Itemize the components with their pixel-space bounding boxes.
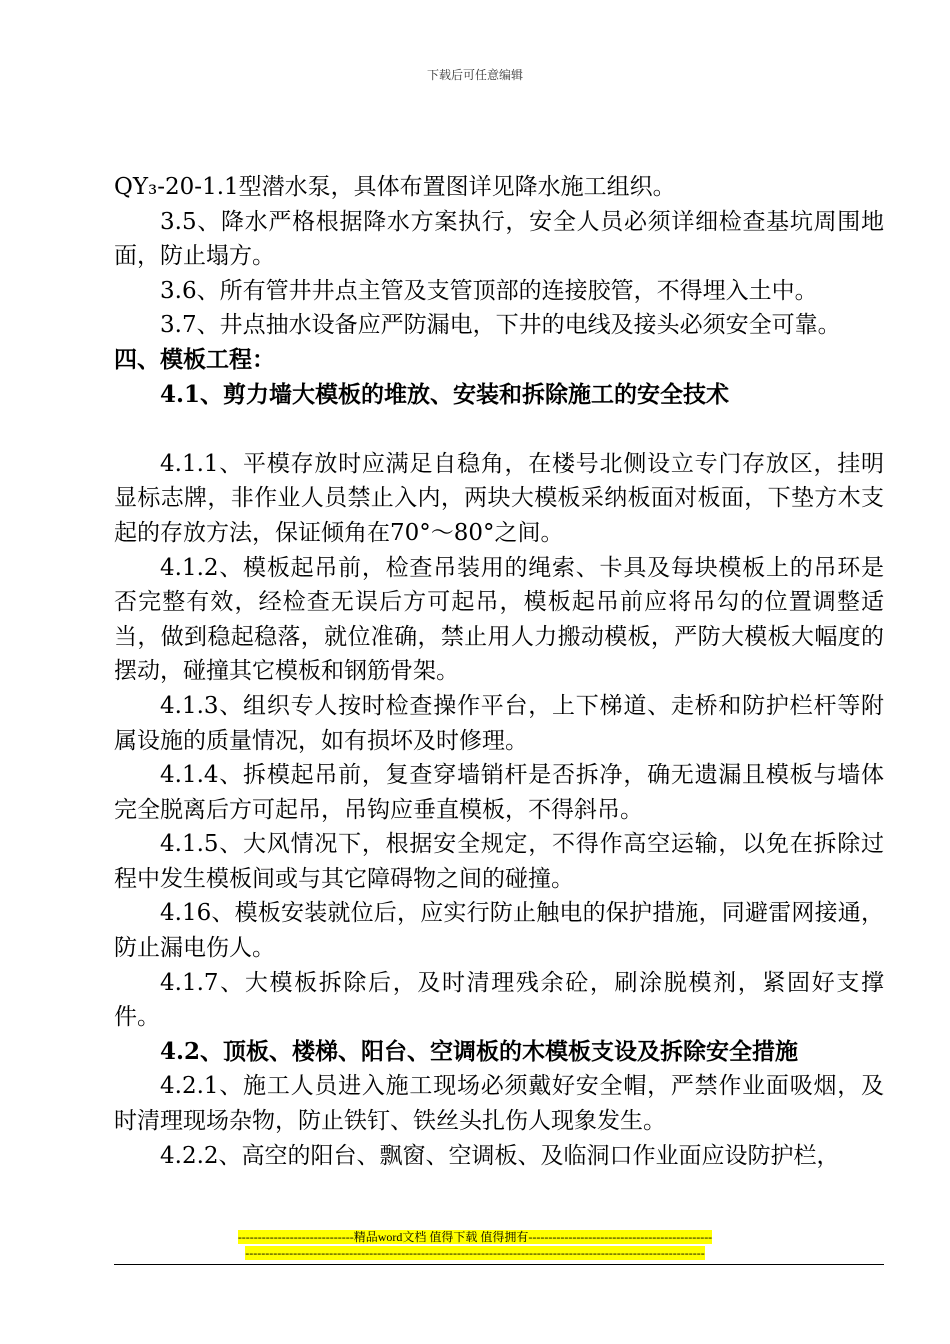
footer-dashes-text: ------------------------------------------------------------------------------------------------------------------- (245, 1246, 705, 1260)
footer-rule (114, 1264, 884, 1265)
footer-banner-text: -----------------------------精品word文档 值得下载 值得拥有---------------------------------------------- (237, 1230, 713, 1244)
blank-line (114, 412, 884, 447)
subsection-heading: 4.2、顶板、楼梯、阳台、空调板的木模板支设及拆除安全措施 (160, 1037, 799, 1065)
footer-banner (0, 1230, 950, 1245)
paragraph: 4.2.1、施工人员进入施工现场必须戴好安全帽，严禁作业面吸烟，及时清理现场杂物，防止铁钉、铁丝头扎伤人现象发生。 (114, 1073, 884, 1135)
paragraph: 4.2.2、高空的阳台、飘窗、空调板、及临洞口作业面应设防护栏， (160, 1142, 840, 1169)
paragraph: 3.6、所有管井井点主管及支管顶部的连接胶管，不得埋入土中。 (160, 277, 818, 304)
paragraph: 3.5、降水严格根据降水方案执行，安全人员必须详细检查基坑周围地面，防止塌方。 (114, 208, 884, 270)
page-header: 下载后可任意编辑 (426, 68, 523, 82)
paragraph: 4.1.2、模板起吊前，检查吊装用的绳索、卡具及每块模板上的吊环是否完整有效，经检查无误后方可起吊，模板起吊前应将吊勾的位置调整适当，做到稳起稳落，就位准确，禁止用人力搬动模板，严防大模板大幅度的摆动，碰撞其它模板和钢筋骨架。 (114, 554, 884, 685)
footer-dashes (0, 1246, 950, 1261)
paragraph: 4.1.3、组织专人按时检查操作平台，上下梯道、走桥和防护栏杆等附属设施的质量情况，如有损坏及时修理。 (114, 692, 884, 754)
paragraph: 4.1.1、平模存放时应满足自稳角，在楼号北侧设立专门存放区，挂明显标志牌，非作业人员禁止入内，两块大模板采纳板面对板面，下垫方木支起的存放方法，保证倾角在70°～80°之间。 (114, 450, 884, 546)
paragraph: 4.16、模板安装就位后，应实行防止触电的保护措施，同避雷网接通，防止漏电伤人。 (114, 900, 884, 962)
paragraph: QY₃-20-1.1型潜水泵，具体布置图详见降水施工组织。 (114, 174, 676, 200)
paragraph: 4.1.7、大模板拆除后，及时清理残余砼，刷涂脱模剂，紧固好支撑件。 (114, 969, 884, 1031)
document-body (114, 170, 884, 1173)
paragraph: 4.1.5、大风情况下，根据安全规定，不得作高空运输，以免在拆除过程中发生模板间或与其它障碍物之间的碰撞。 (114, 831, 884, 892)
subsection-heading: 4.1、剪力墙大模板的堆放、安装和拆除施工的安全技术 (160, 380, 730, 408)
paragraph: 4.1.4、拆模起吊前，复查穿墙销杆是否拆净，确无遗漏且模板与墙体完全脱离后方可起吊，吊钩应垂直模板，不得斜吊。 (114, 762, 884, 823)
section-heading: 四、模板工程： (114, 345, 275, 373)
paragraph: 3.7、井点抽水设备应严防漏电，下井的电线及接头必须安全可靠。 (160, 312, 841, 339)
